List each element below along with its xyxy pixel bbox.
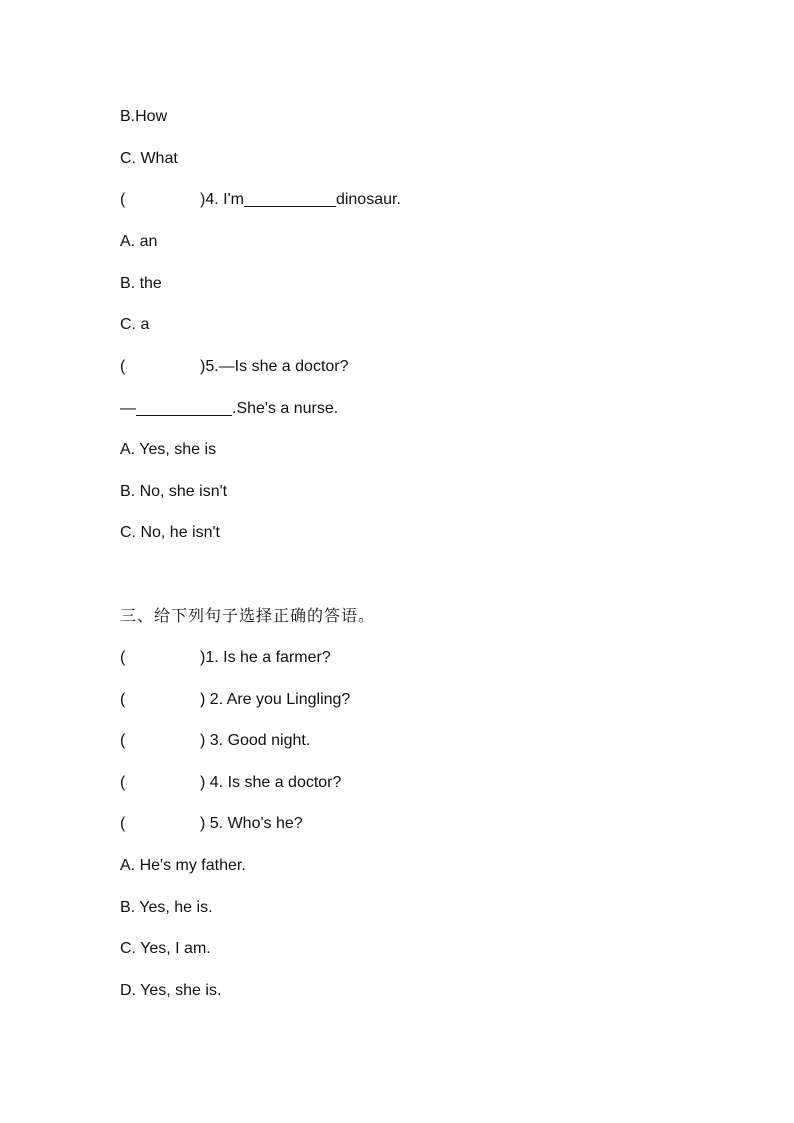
p3-question-2 bbox=[120, 690, 350, 710]
q5-option-b: B. No, she isn't bbox=[120, 483, 228, 500]
p3-question-3 bbox=[120, 731, 310, 751]
answer-paren-open: ( bbox=[120, 191, 126, 208]
p3-question-1 bbox=[120, 648, 331, 668]
p3-question-text: ) 4. Is she a doctor? bbox=[200, 774, 342, 791]
p3-question-text: ) 5. Who's he? bbox=[200, 815, 303, 832]
fill-blank[interactable] bbox=[244, 190, 336, 207]
answer-paren-open: ( bbox=[120, 649, 126, 666]
q4-option-c: C. a bbox=[120, 316, 150, 333]
p3-question-text: ) 3. Good night. bbox=[200, 732, 311, 749]
q4-option-a: A. an bbox=[120, 233, 158, 250]
q3-option-b: B.How bbox=[120, 108, 168, 125]
reply-after: .She's a nurse. bbox=[232, 400, 339, 417]
question-4 bbox=[120, 190, 401, 210]
q5-option-c: C. No, he isn't bbox=[120, 524, 220, 541]
question-4-text: )4. I'm bbox=[200, 191, 244, 208]
p3-answer-c: C. Yes, I am. bbox=[120, 940, 211, 957]
q5-option-a: A. Yes, she is bbox=[120, 441, 217, 458]
q4-option-b: B. the bbox=[120, 275, 162, 292]
p3-question-5 bbox=[120, 814, 303, 834]
p3-answer-a: A. He's my father. bbox=[120, 857, 246, 874]
p3-question-text: ) 2. Are you Lingling? bbox=[200, 691, 351, 708]
answer-paren-open: ( bbox=[120, 358, 126, 375]
p3-question-text: )1. Is he a farmer? bbox=[200, 649, 331, 666]
section-3-heading: 三、给下列句子选择正确的答语。 bbox=[120, 606, 376, 625]
fill-blank[interactable] bbox=[136, 399, 232, 416]
question-5 bbox=[120, 357, 349, 377]
p3-answer-b: B. Yes, he is. bbox=[120, 899, 213, 916]
q3-option-c: C. What bbox=[120, 150, 178, 167]
answer-paren-open: ( bbox=[120, 732, 126, 749]
answer-paren-open: ( bbox=[120, 815, 126, 832]
question-5-reply bbox=[120, 399, 338, 419]
question-4-after: dinosaur. bbox=[335, 191, 401, 208]
p3-answer-d: D. Yes, she is. bbox=[120, 982, 222, 999]
answer-paren-open: ( bbox=[120, 774, 126, 791]
answer-paren-open: ( bbox=[120, 691, 126, 708]
question-5-text: )5.—Is she a doctor? bbox=[200, 358, 349, 375]
p3-question-4 bbox=[120, 773, 341, 793]
reply-dash: — bbox=[120, 400, 136, 417]
